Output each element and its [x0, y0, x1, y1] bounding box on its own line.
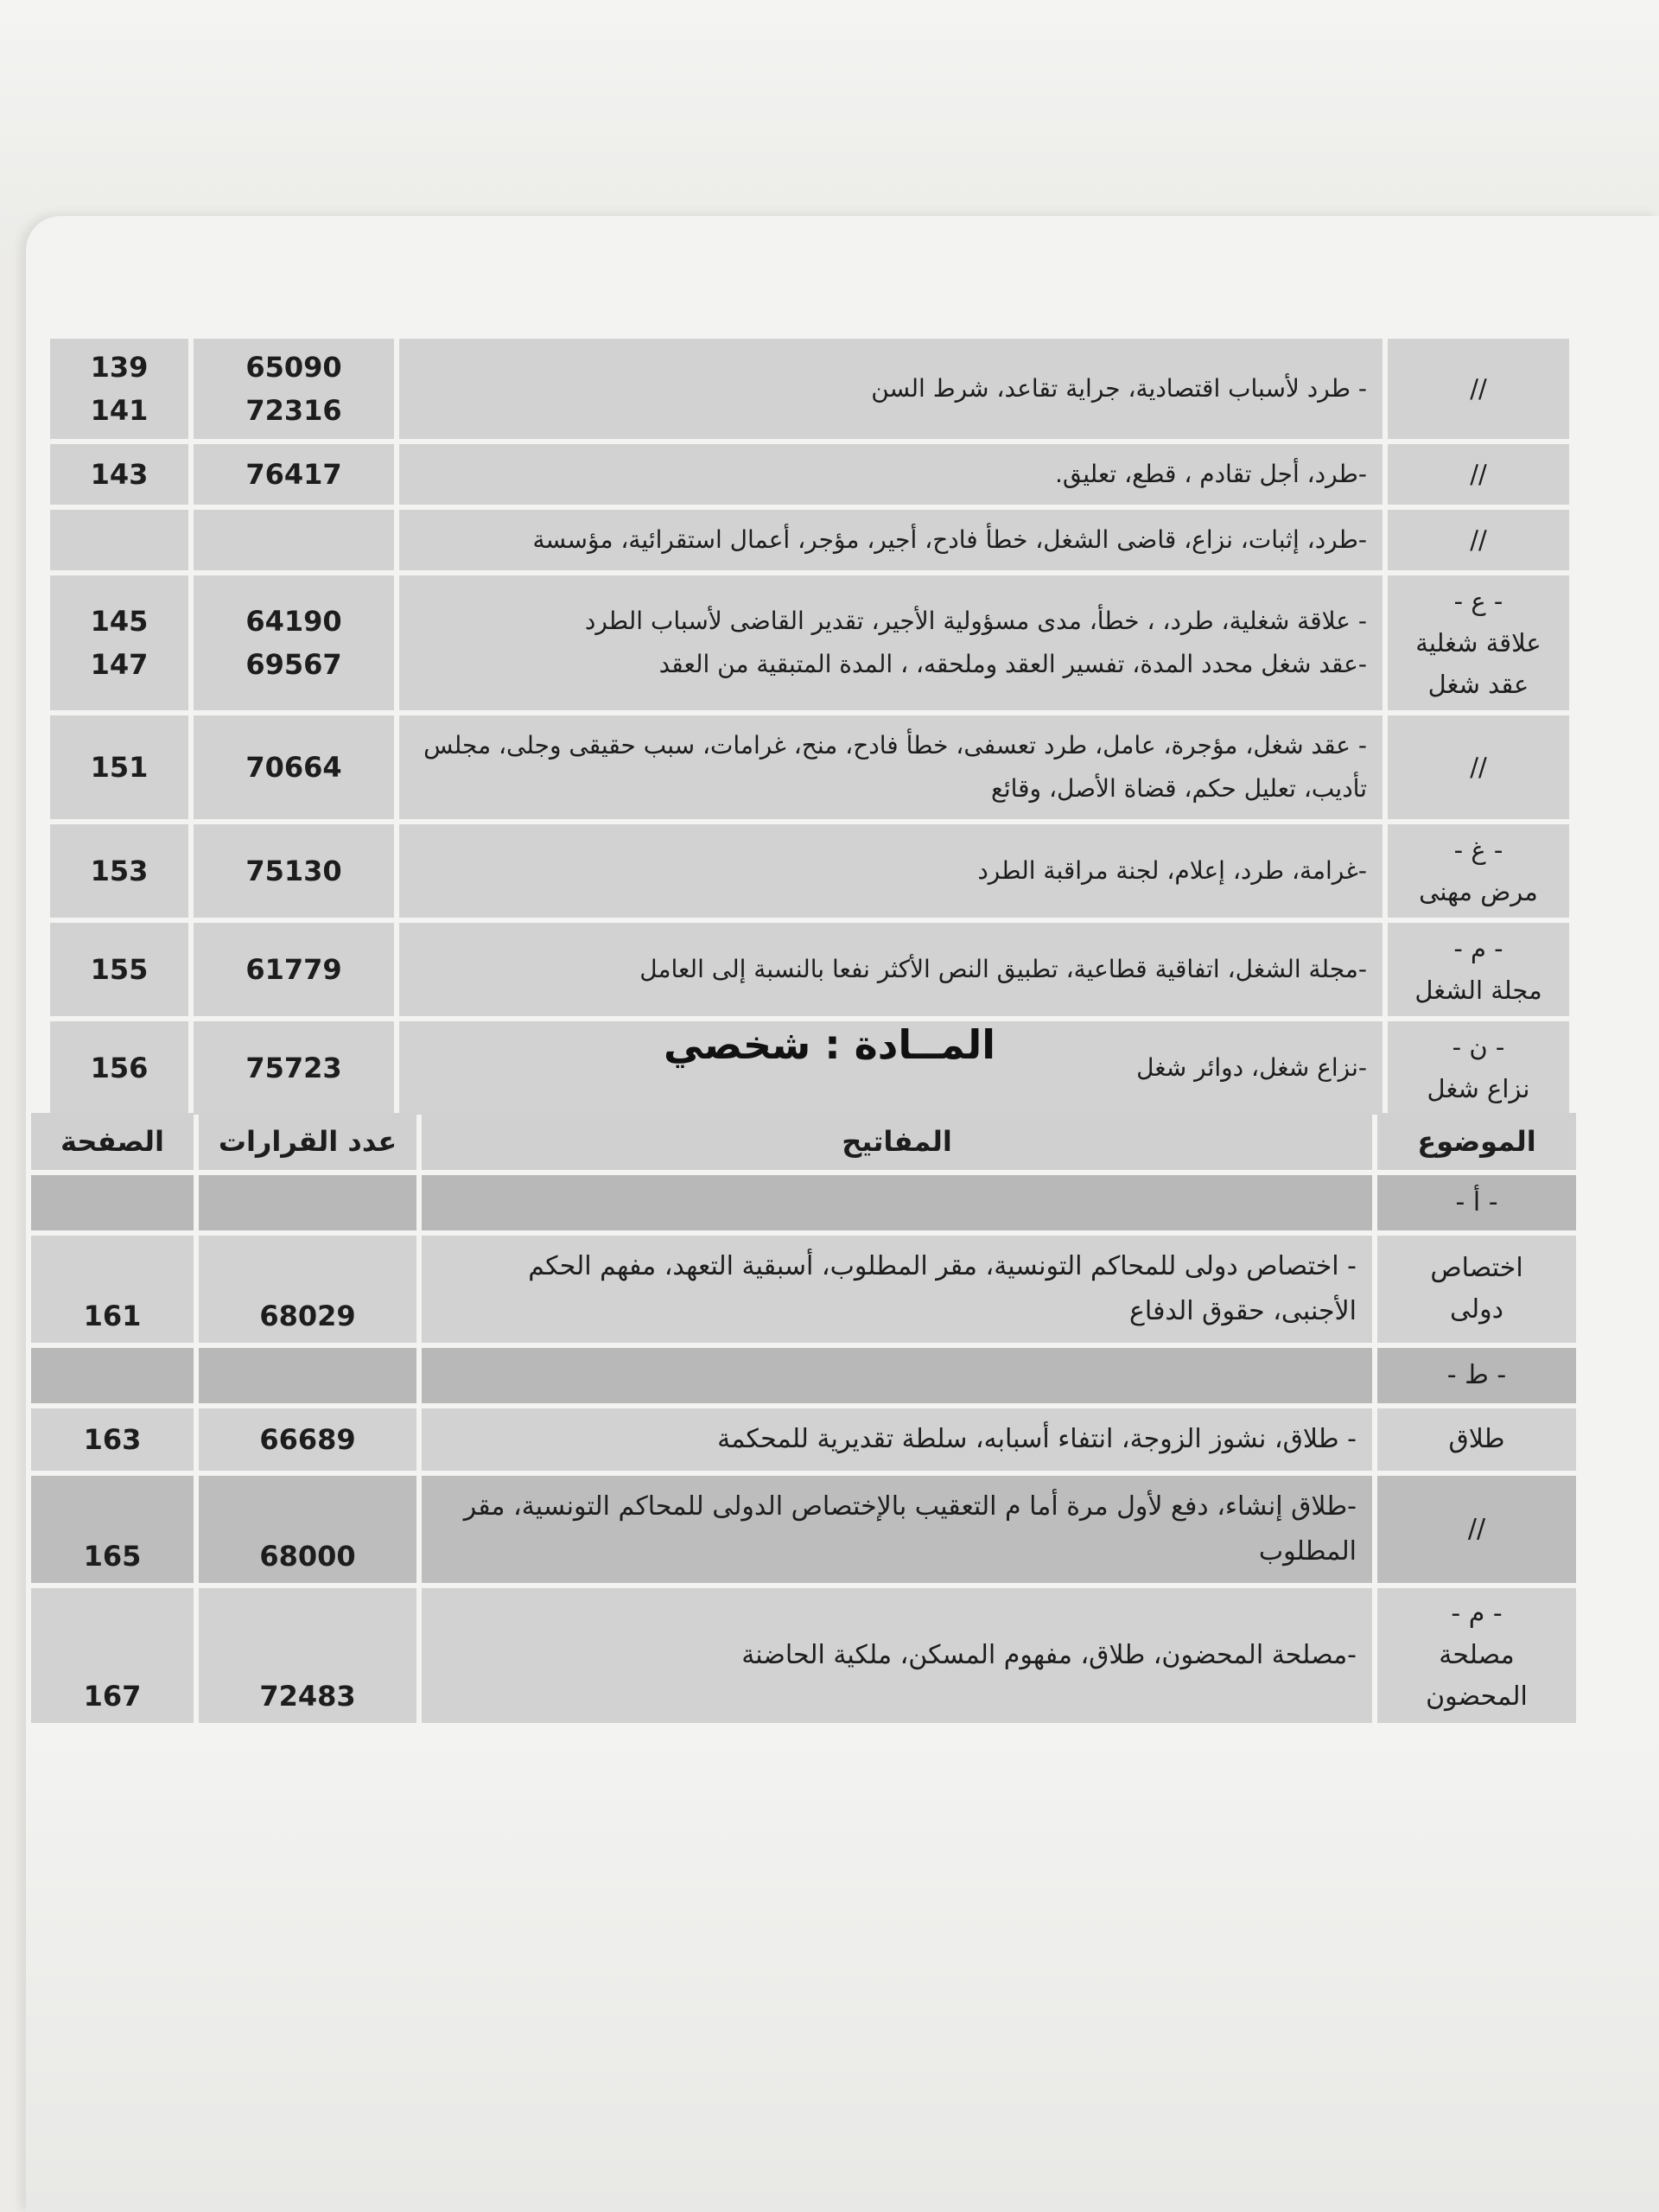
letter-row: [31, 1175, 1576, 1230]
table-row: [50, 444, 1569, 505]
decision-count-cell: 61779: [194, 923, 394, 1016]
decision-count-cell: 72483: [199, 1588, 416, 1723]
decision-count-cell: 68000: [199, 1476, 416, 1583]
header-keywords: المفاتيح: [422, 1113, 1372, 1170]
decision-count-cell: 64190 69567: [194, 575, 394, 710]
table-row: [31, 1408, 1576, 1471]
keywords-cell: - اختصاص دولى للمحاكم التونسية، مقر المطلوب، أسبقية التعهد، مفهم الحكم الأجنبى، حقوق الدفاع: [422, 1236, 1372, 1343]
keywords-cell: -غرامة، طرد، إعلام، لجنة مراقبة الطرد: [399, 824, 1382, 918]
subject-cell: اختصاص دولى: [1377, 1236, 1576, 1343]
empty-cell: [199, 1175, 416, 1230]
subject-cell: - ن - نزاع شغل: [1388, 1021, 1569, 1115]
table-row: [31, 1476, 1576, 1583]
table-row: [50, 575, 1569, 710]
decision-count-cell: 76417: [194, 444, 394, 505]
table-row: [31, 1236, 1576, 1343]
header-decision-count: عدد القرارات: [199, 1113, 416, 1170]
subject-cell: - ع - علاقة شغلية عقد شغل: [1388, 575, 1569, 710]
table-row: [31, 1588, 1576, 1723]
decision-count-cell: 70664: [194, 715, 394, 819]
page-number-cell: 143: [50, 444, 188, 505]
empty-cell: [31, 1348, 194, 1403]
header-subject: الموضوع: [1377, 1113, 1576, 1170]
decision-count-cell: 66689: [199, 1408, 416, 1471]
keywords-cell: - علاقة شغلية، طرد، ، خطأ، مدى مسؤولية الأجير، تقدير القاضى لأسباب الطرد -عقد شغل محدد المدة، تفسير العقد وملحقه، ، المدة المتبقية من العقد: [399, 575, 1382, 710]
table-row: [50, 339, 1569, 439]
empty-cell: [422, 1175, 1372, 1230]
page-number-cell: 163: [31, 1408, 194, 1471]
page-number-cell: 139 141: [50, 339, 188, 439]
empty-cell: [422, 1348, 1372, 1403]
subject-cell: //: [1377, 1476, 1576, 1583]
table-row: [50, 510, 1569, 570]
decision-count-cell: 75130: [194, 824, 394, 918]
header-page: الصفحة: [31, 1113, 194, 1170]
keywords-cell: - طرد لأسباب اقتصادية، جراية تقاعد، شرط السن: [399, 339, 1382, 439]
keywords-cell: -مصلحة المحضون، طلاق، مفهوم المسكن، ملكية الحاضنة: [422, 1588, 1372, 1723]
empty-cell: [199, 1348, 416, 1403]
decision-count-cell: 75723: [194, 1021, 394, 1115]
page-number-cell: 145 147: [50, 575, 188, 710]
page-number-cell: 161: [31, 1236, 194, 1343]
table-row: [50, 824, 1569, 918]
letter-row: [31, 1348, 1576, 1403]
keywords-cell: -نزاع شغل، دوائر شغل: [399, 1021, 1382, 1115]
keywords-cell: -طرد، أجل تقادم ، قطع، تعليق.: [399, 444, 1382, 505]
page-number-cell: [50, 510, 188, 570]
subject-cell: - غ - مرض مهنى: [1388, 824, 1569, 918]
empty-cell: [31, 1175, 194, 1230]
subject-cell: //: [1388, 510, 1569, 570]
letter-cell: - ط -: [1377, 1348, 1576, 1403]
keywords-cell: - عقد شغل، مؤجرة، عامل، طرد تعسفى، خطأ فادح، منح، غرامات، سبب حقيقى وجلى، مجلس تأديب، تعليل حكم، قضاة الأصل، وقائع: [399, 715, 1382, 819]
keywords-cell: -طرد، إثبات، نزاع، قاضى الشغل، خطأ فادح، أجير، مؤجر، أعمال استقرائية، مؤسسة: [399, 510, 1382, 570]
page-number-cell: 153: [50, 824, 188, 918]
upper-index-table: [45, 334, 1574, 1120]
subject-cell: - م - مصلحة المحضون: [1377, 1588, 1576, 1723]
section-title: المــادة : شخصي: [663, 1021, 996, 1068]
letter-cell: - أ -: [1377, 1175, 1576, 1230]
page-number-cell: 167: [31, 1588, 194, 1723]
keywords-cell: -طلاق إنشاء، دفع لأول مرة أما م التعقيب بالإختصاص الدولى للمحاكم التونسية، مقر المطلوب: [422, 1476, 1372, 1583]
page-shadow: [26, 1728, 1659, 2212]
page-number-cell: 156: [50, 1021, 188, 1115]
subject-cell: //: [1388, 444, 1569, 505]
lower-index-table: [26, 1108, 1581, 1728]
keywords-cell: - طلاق، نشوز الزوجة، انتفاء أسبابه، سلطة تقديرية للمحكمة: [422, 1408, 1372, 1471]
decision-count-cell: 68029: [199, 1236, 416, 1343]
subject-cell: طلاق: [1377, 1408, 1576, 1471]
keywords-cell: -مجلة الشغل، اتفاقية قطاعية، تطبيق النص الأكثر نفعا بالنسبة إلى العامل: [399, 923, 1382, 1016]
page-number-cell: 155: [50, 923, 188, 1016]
subject-cell: - م - مجلة الشغل: [1388, 923, 1569, 1016]
decision-count-cell: [194, 510, 394, 570]
page-number-cell: 165: [31, 1476, 194, 1583]
subject-cell: //: [1388, 715, 1569, 819]
page-number-cell: 151: [50, 715, 188, 819]
decision-count-cell: 65090 72316: [194, 339, 394, 439]
table-row: [50, 923, 1569, 1016]
subject-cell: //: [1388, 339, 1569, 439]
table-row: [50, 715, 1569, 819]
header-row: [31, 1113, 1576, 1170]
